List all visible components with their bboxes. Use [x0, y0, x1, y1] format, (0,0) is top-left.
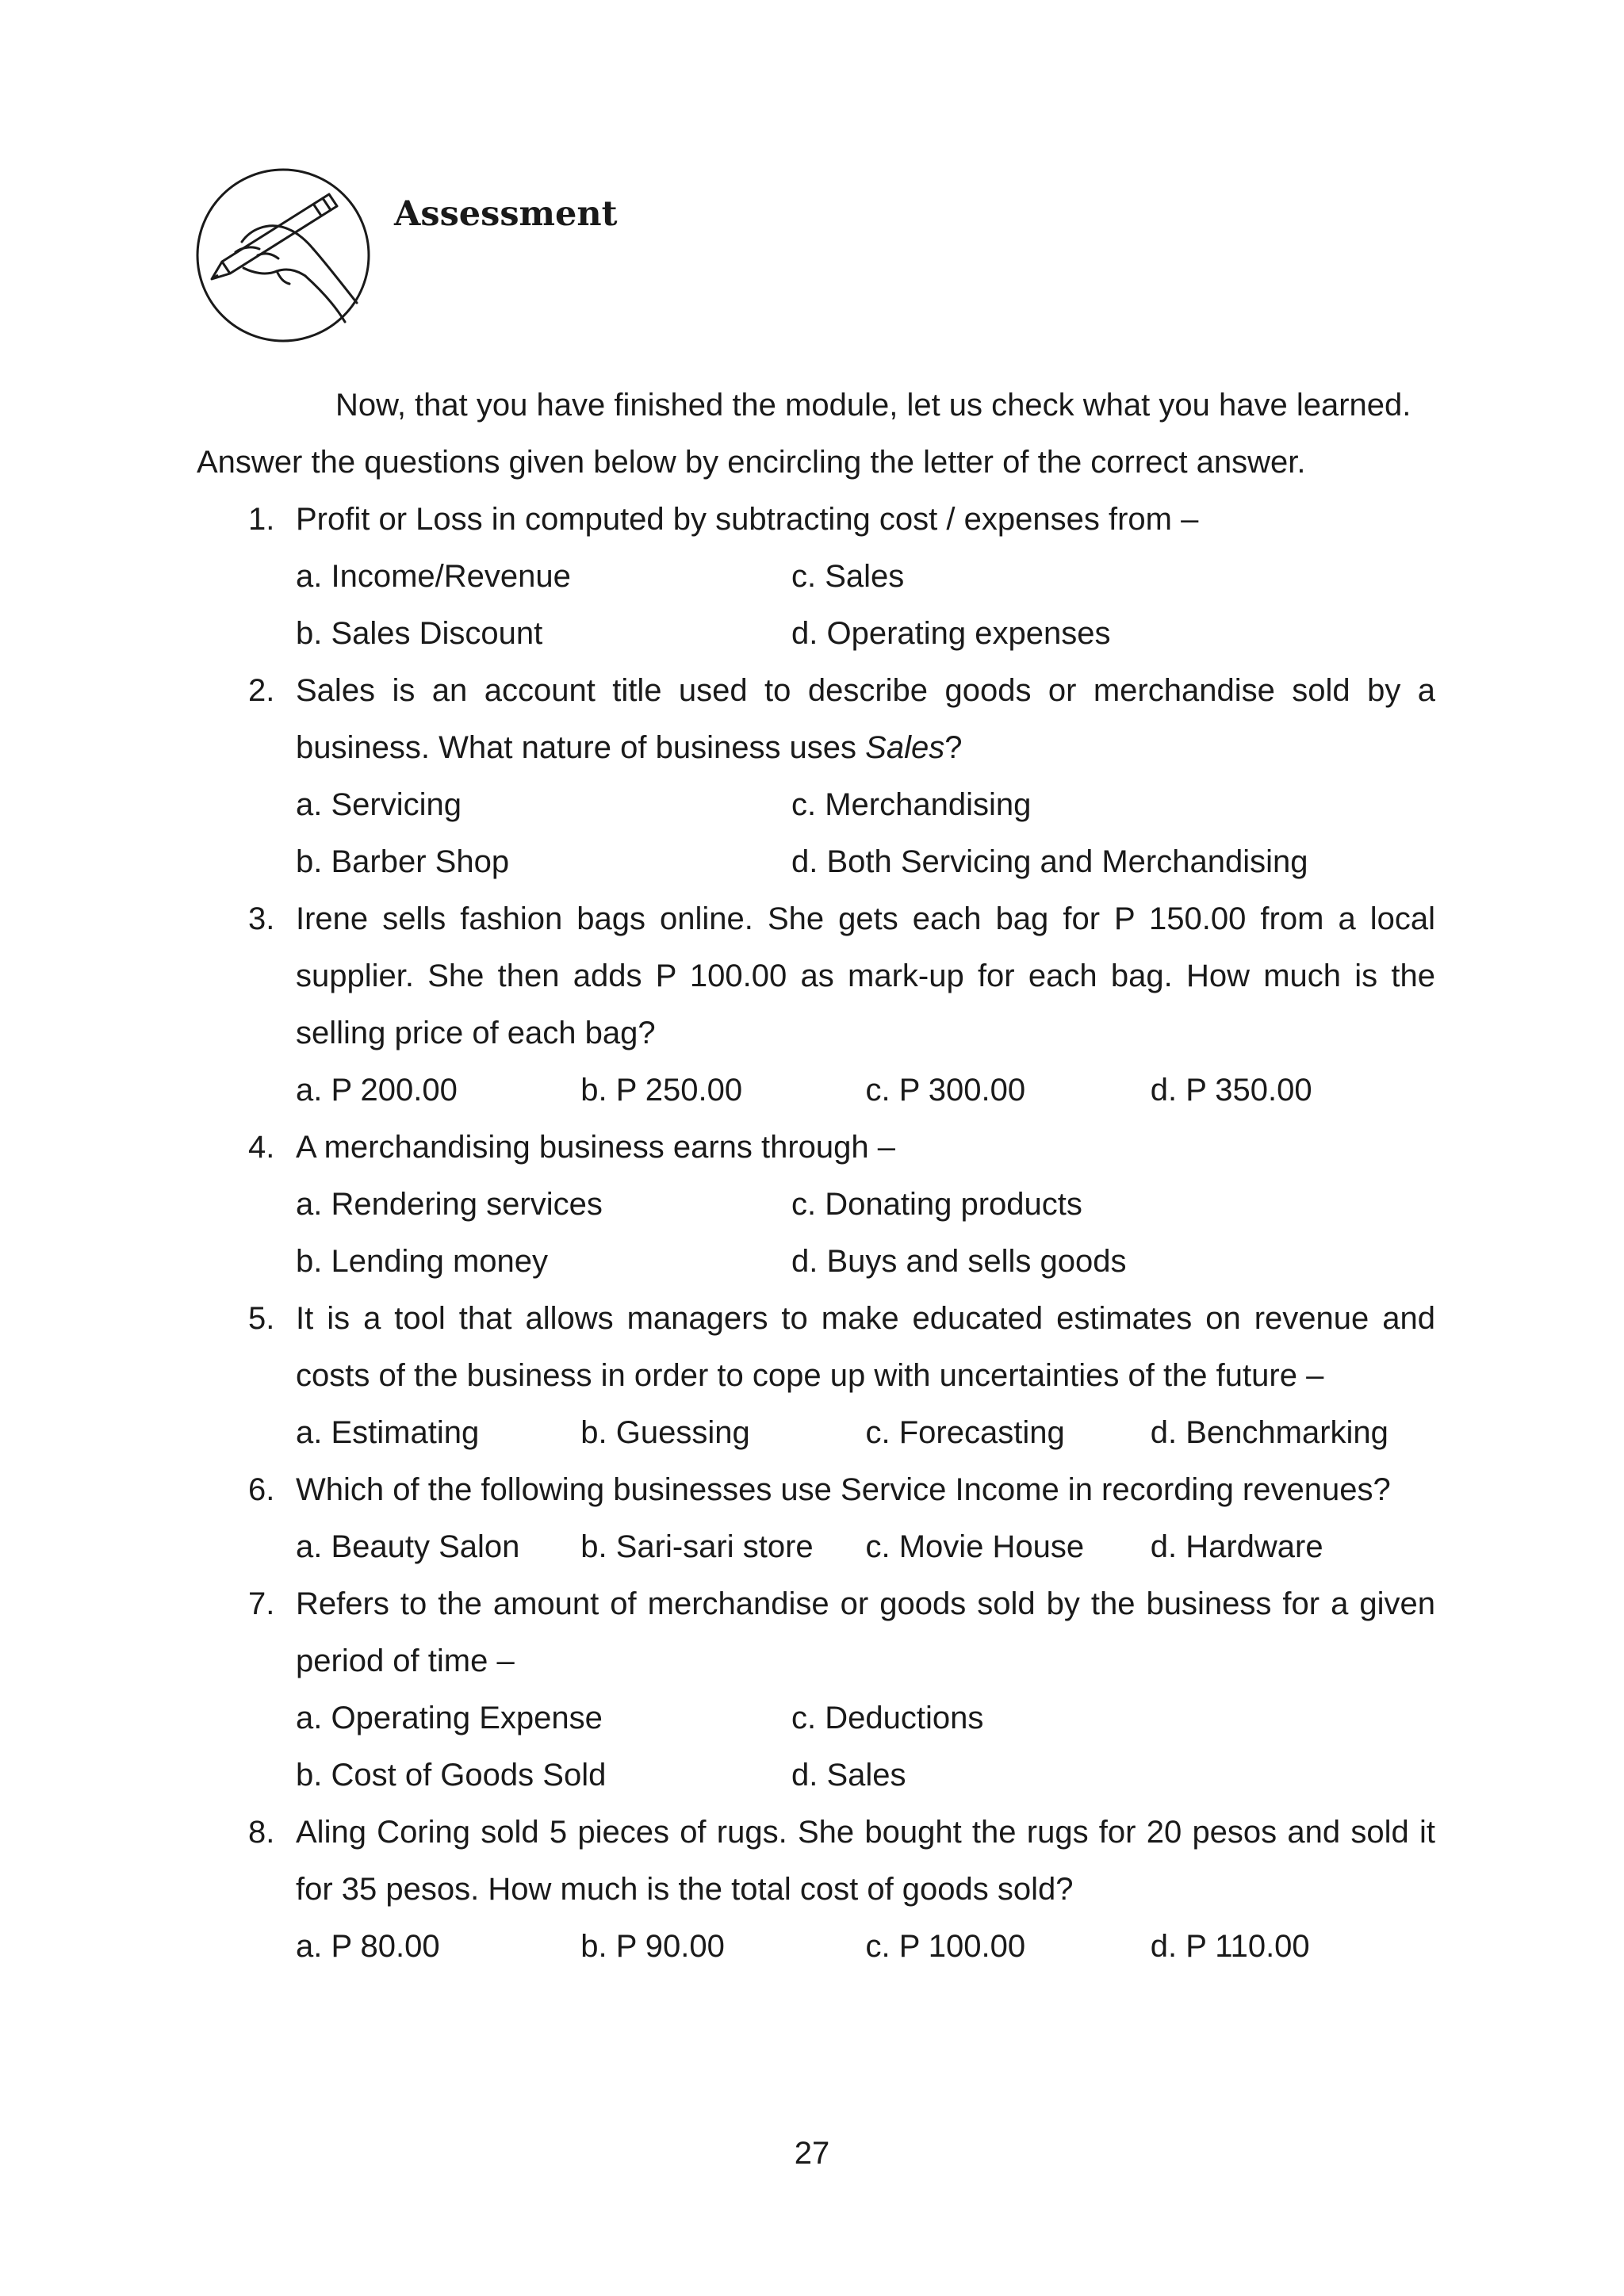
question-text: Irene sells fashion bags online. She gets each bag for P 150.00 from a local supplier. She then adds P 100.00 as mark-up for each bag. How much is the selling price of each bag?: [296, 901, 1435, 1050]
option-c[interactable]: c. P 300.00: [865, 1073, 1026, 1108]
question-6: [197, 1461, 1435, 1575]
answer-options: [296, 1918, 1435, 1975]
answer-options: [296, 1404, 1435, 1461]
option-c[interactable]: c. Merchandising: [791, 787, 1032, 822]
pencil-hand-icon: [194, 166, 373, 345]
answer-options: [296, 1176, 1435, 1290]
question-text: A merchandising business earns through –: [296, 1130, 896, 1165]
option-a[interactable]: a. Estimating: [296, 1415, 480, 1450]
intro-line-2: Answer the questions given below by encircling the letter of the correct answer.: [197, 445, 1306, 480]
option-a[interactable]: a. P 80.00: [296, 1929, 440, 1964]
question-number: 8.: [248, 1815, 275, 1850]
question-3: [197, 890, 1435, 1119]
option-d[interactable]: d. Benchmarking: [1150, 1415, 1388, 1450]
question-5: [197, 1290, 1435, 1461]
option-a[interactable]: a. Income/Revenue: [296, 559, 571, 594]
question-text: It is a tool that allows managers to make educated estimates on revenue and costs of the business in order to cope up with uncertainties of the future –: [296, 1301, 1435, 1393]
option-b[interactable]: b. Sari-sari store: [580, 1529, 814, 1564]
option-b[interactable]: b. Guessing: [580, 1415, 750, 1450]
option-b[interactable]: b. P 250.00: [580, 1073, 743, 1108]
option-c[interactable]: c. Forecasting: [865, 1415, 1065, 1450]
answer-options: [296, 1062, 1435, 1119]
question-number: 5.: [248, 1301, 275, 1336]
option-a[interactable]: a. Beauty Salon: [296, 1529, 520, 1564]
option-d[interactable]: d. Operating expenses: [791, 616, 1111, 651]
option-c[interactable]: c. Sales: [791, 559, 905, 594]
question-text: Profit or Loss in computed by subtracting cost / expenses from –: [296, 502, 1199, 537]
option-a[interactable]: a. Servicing: [296, 787, 462, 822]
question-list: [197, 491, 1435, 1975]
intro-paragraph: [197, 377, 1434, 491]
option-d[interactable]: d. Hardware: [1150, 1529, 1323, 1564]
question-4: [197, 1119, 1435, 1290]
option-b[interactable]: b. Barber Shop: [296, 844, 510, 879]
option-c[interactable]: c. Donating products: [791, 1187, 1082, 1222]
option-b[interactable]: b. Sales Discount: [296, 616, 543, 651]
question-number: 2.: [248, 673, 275, 708]
question-text: Which of the following businesses use Service Income in recording revenues?: [296, 1472, 1391, 1507]
option-d[interactable]: d. P 350.00: [1150, 1073, 1312, 1108]
question-text: Sales is an account title used to describe goods or merchandise sold by a business. What nature of business uses Sales?: [296, 673, 1435, 765]
option-b[interactable]: b. Cost of Goods Sold: [296, 1758, 607, 1793]
page-number: 27: [794, 2136, 830, 2171]
option-c[interactable]: c. P 100.00: [865, 1929, 1026, 1964]
answer-options: [296, 1689, 1435, 1804]
question-number: 7.: [248, 1586, 275, 1621]
question-number: 1.: [248, 502, 275, 537]
question-number: 3.: [248, 901, 275, 936]
option-d[interactable]: d. P 110.00: [1150, 1929, 1310, 1964]
option-a[interactable]: a. Rendering services: [296, 1187, 603, 1222]
question-2: [197, 662, 1435, 890]
question-text: Aling Coring sold 5 pieces of rugs. She bought the rugs for 20 pesos and sold it for 35 pesos. How much is the total cost of goods sold?: [296, 1815, 1435, 1907]
option-a[interactable]: a. P 200.00: [296, 1073, 458, 1108]
option-d[interactable]: d. Both Servicing and Merchandising: [791, 844, 1308, 879]
option-b[interactable]: b. P 90.00: [580, 1929, 725, 1964]
option-c[interactable]: c. Deductions: [791, 1701, 984, 1735]
question-8: [197, 1804, 1435, 1975]
question-1: [197, 491, 1435, 662]
question-number: 4.: [248, 1130, 275, 1165]
option-c[interactable]: c. Movie House: [865, 1529, 1085, 1564]
question-number: 6.: [248, 1472, 275, 1507]
option-a[interactable]: a. Operating Expense: [296, 1701, 603, 1735]
section-title: Assessment: [394, 194, 618, 234]
question-text: Refers to the amount of merchandise or goods sold by the business for a given period of time –: [296, 1586, 1435, 1678]
answer-options: [296, 776, 1435, 890]
question-7: [197, 1575, 1435, 1804]
option-d[interactable]: d. Buys and sells goods: [791, 1244, 1127, 1279]
option-b[interactable]: b. Lending money: [296, 1244, 549, 1279]
answer-options: [296, 548, 1435, 662]
option-d[interactable]: d. Sales: [791, 1758, 906, 1793]
answer-options: [296, 1518, 1435, 1575]
intro-line-1: Now, that you have finished the module, let us check what you have learned.: [335, 388, 1411, 423]
